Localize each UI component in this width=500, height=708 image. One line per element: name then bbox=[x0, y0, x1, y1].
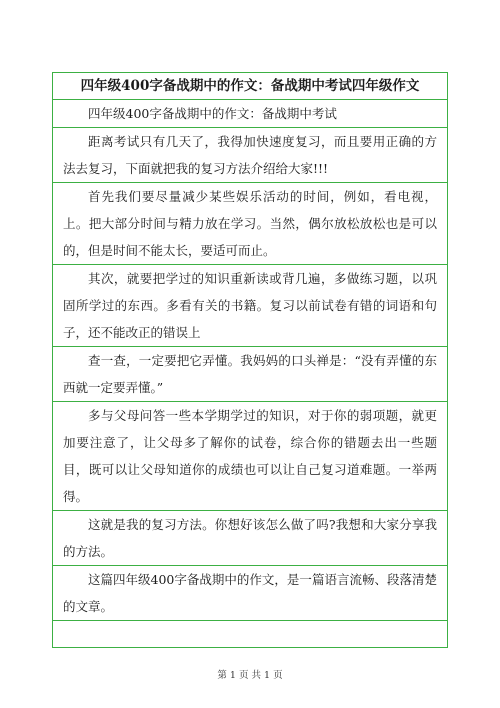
empty-row bbox=[53, 621, 447, 648]
paragraph: 其次，就要把学过的知识重新读或背几遍，多做练习题，以巩固所学过的东西。多看有关的书籍。复习以前试卷有错的词语和句子，还不能改正的错误上 bbox=[53, 265, 447, 347]
paragraph: 这就是我的复习方法。你想好该怎么做了吗?我想和大家分享我的方法。 bbox=[53, 511, 447, 566]
paragraph: 查一查，一定要把它弄懂。我妈妈的口头禅是：“没有弄懂的东西就一定要弄懂。” bbox=[53, 347, 447, 402]
paragraph: 距离考试只有几天了，我得加快速度复习，而且要用正确的方法去复习，下面就把我的复习方法介绍给大家!!! bbox=[53, 128, 447, 183]
paragraph: 四年级400字备战期中的作文：备战期中考试 bbox=[53, 100, 447, 128]
paragraph: 这篇四年级400字备战期中的作文，是一篇语言流畅、段落清楚的文章。 bbox=[53, 566, 447, 621]
page-number: 第 1 页 共 1 页 bbox=[217, 670, 283, 681]
document-table bbox=[52, 72, 448, 648]
paragraph: 多与父母问答一些本学期学过的知识，对于你的弱项题，就更加要注意了，让父母多了解你的试卷，综合你的错题去出一些题目，既可以让父母知道你的成绩也可以让自己复习道难题。一举两得。 bbox=[53, 402, 447, 511]
paragraph: 首先我们要尽量减少某些娱乐活动的时间，例如，看电视，上。把大部分时间与精力放在学习。当然，偶尔放松放松也是可以的，但是时间不能太长，要适可而止。 bbox=[53, 183, 447, 265]
document-title: 四年级400字备战期中的作文：备战期中考试四年级作文 bbox=[53, 73, 447, 100]
